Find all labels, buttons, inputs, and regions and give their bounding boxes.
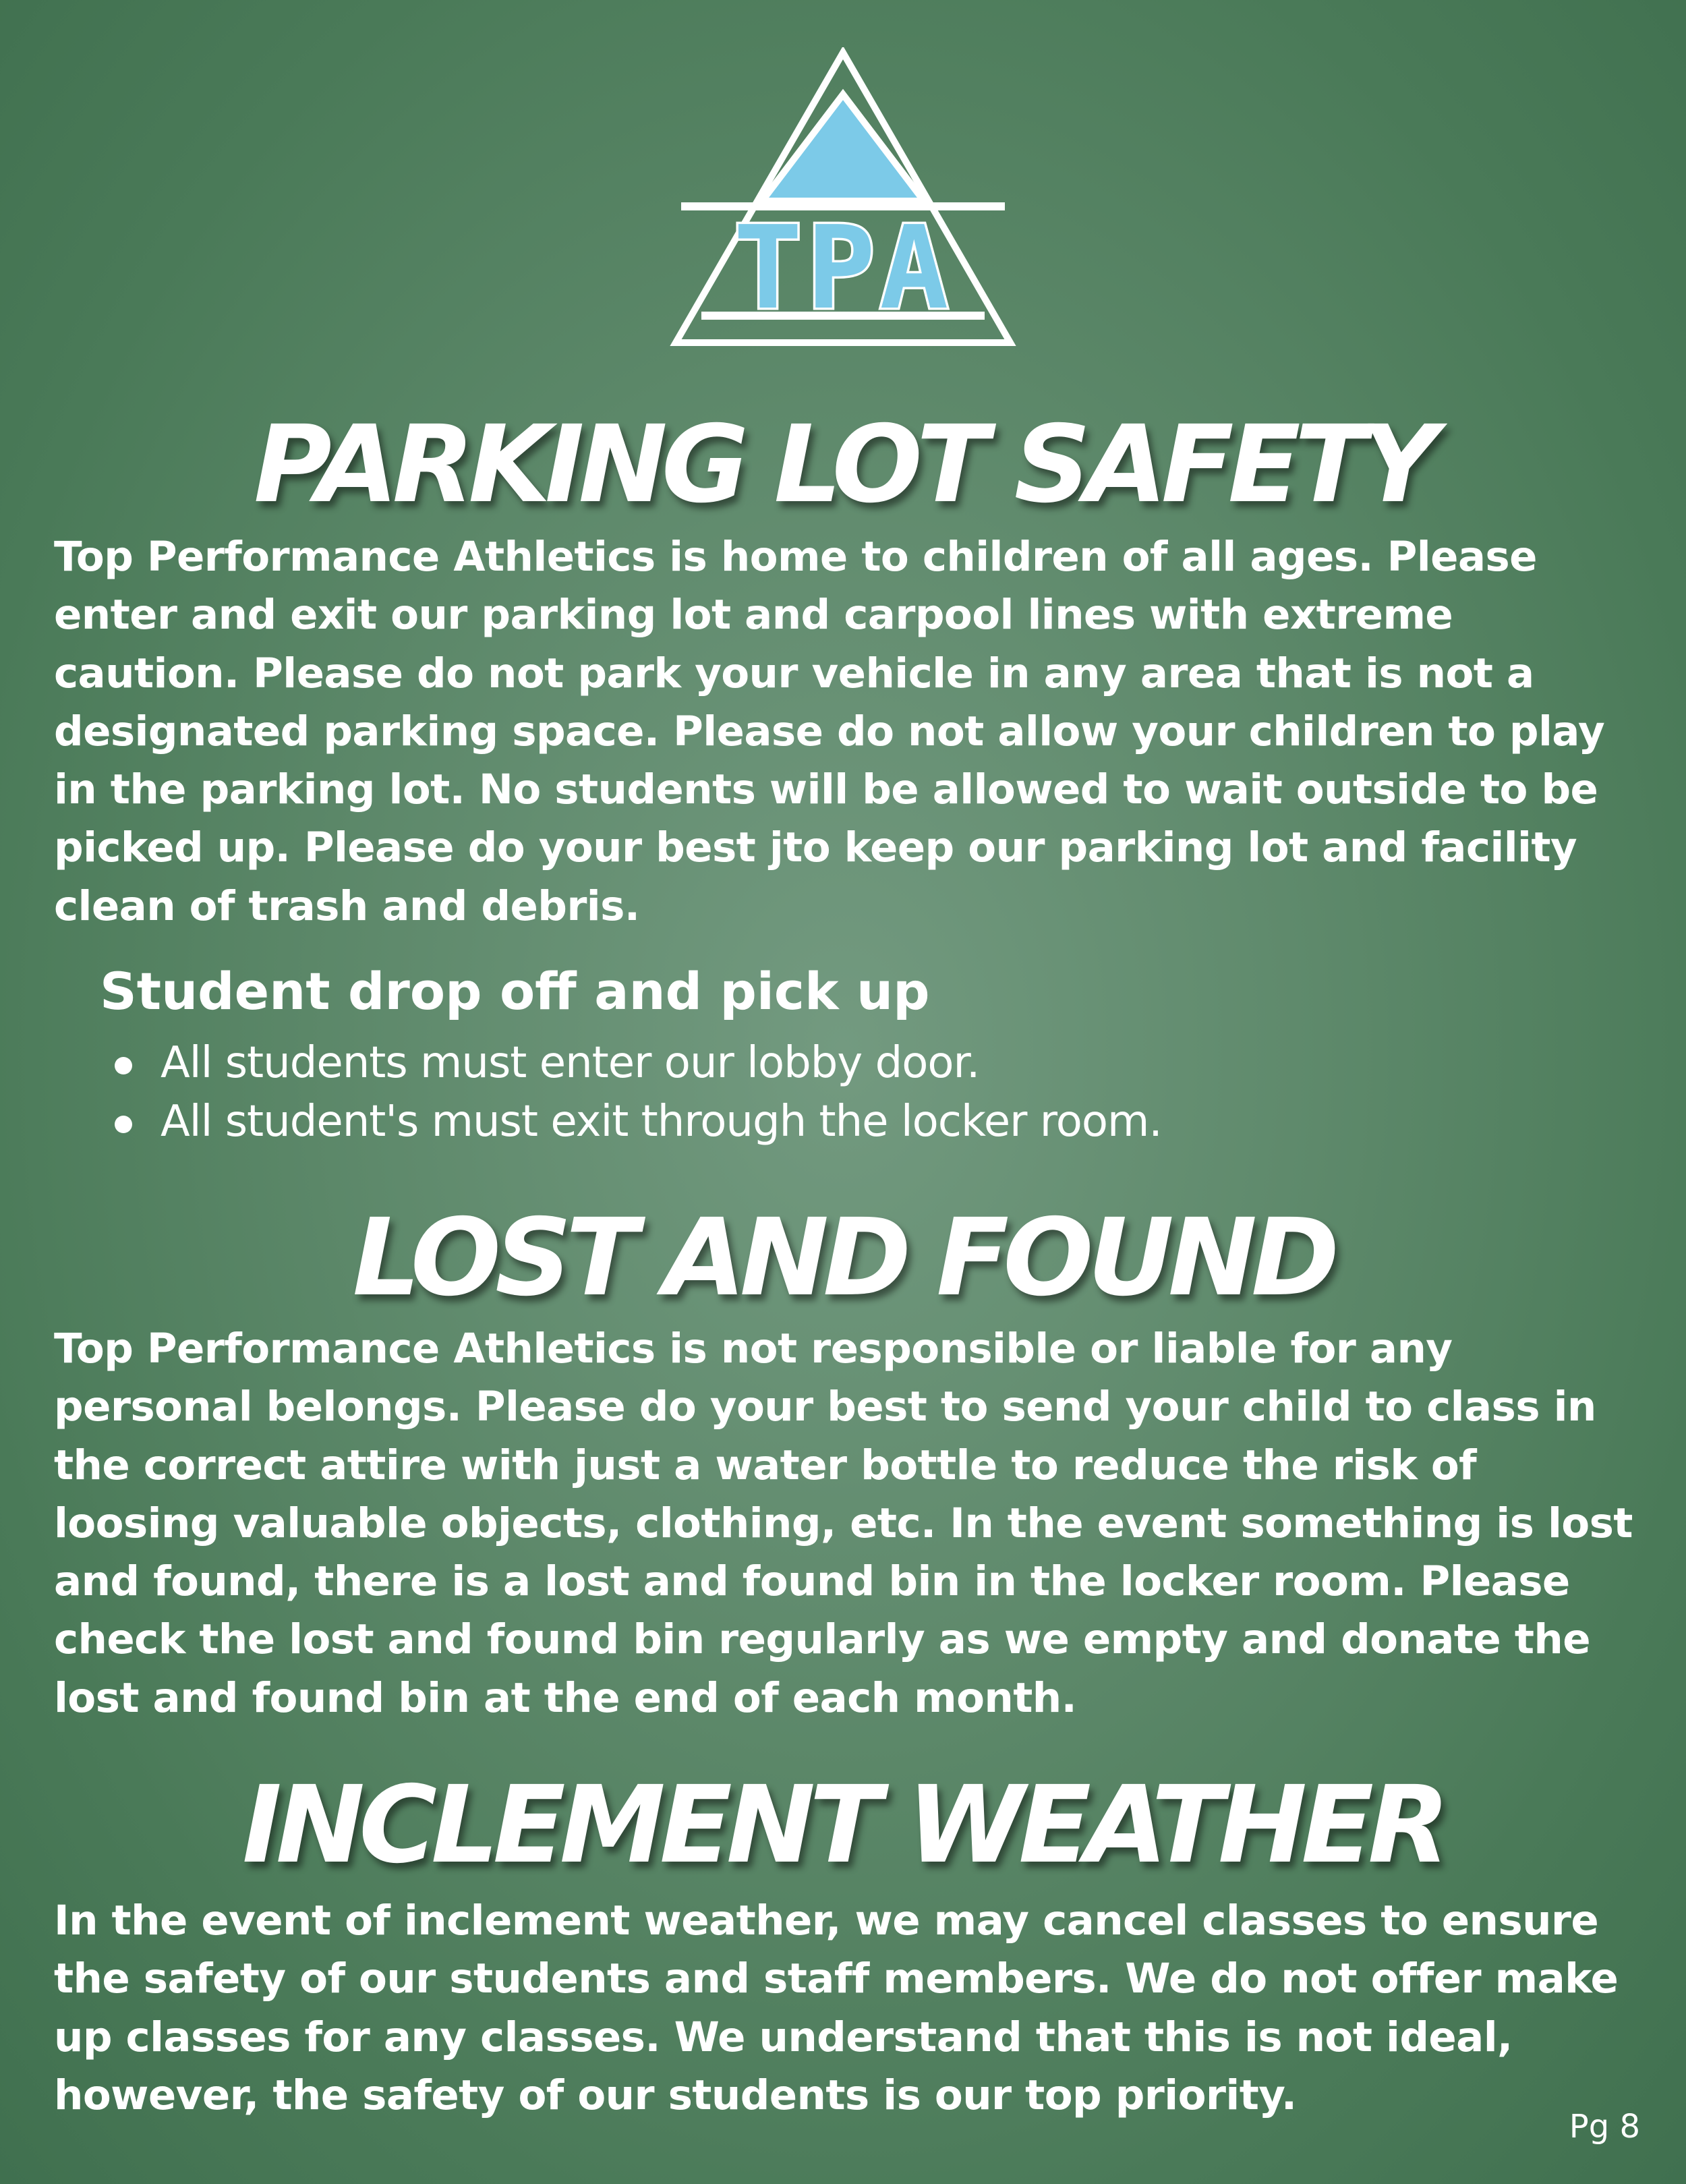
list-item [115,1034,1162,1093]
bullet-icon [115,1116,132,1133]
drop-off-list [115,1034,1162,1151]
inclement-weather-heading: INCLEMENT WEATHER [242,1763,1444,1887]
list-item-text: All students must enter our lobby door. [161,1038,980,1088]
list-item [115,1093,1162,1151]
page-number: Pg 8 [1569,2108,1640,2146]
parking-lot-safety-heading: PARKING LOT SAFETY [254,403,1432,527]
parking-lot-safety-body: Top Performance Athletics is home to children of all ages. Please enter and exit our parking lot and carpool lines with extreme caution. Please do not park your vehicle in any area that is not a designated parking space. Please do not allow your children to play in the parking lot. No students will be allowed to wait outside to be picked up. Please do your best jto keep our parking lot and facility clean of trash and debris. [54,533,1605,930]
logo-text: TPA [733,202,953,335]
tpa-logo [668,47,1018,351]
lost-and-found-heading: LOST AND FOUND [352,1196,1334,1320]
bullet-icon [115,1057,132,1074]
list-item-text: All student's must exit through the locker room. [161,1097,1162,1147]
lost-and-found-body: Top Performance Athletics is not responsible or liable for any personal belongs. Please do your best to send your child to class in the correct attire with just a water bottle to reduce the risk of loosing valuable objects, clothing, etc. In the event something is lost and found, there is a lost and found bin in the locker room. Please check the lost and found bin regularly as we empty and donate the lost and found bin at the end of each month. [54,1325,1633,1722]
inclement-weather-body: In the event of inclement weather, we may cancel classes to ensure the safety of our students and staff members. We do not offer make up classes for any classes. We understand that this is not ideal, however, the safety of our students is our top priority. [54,1897,1619,2119]
drop-off-subheading: Student drop off and pick up [100,961,930,1021]
